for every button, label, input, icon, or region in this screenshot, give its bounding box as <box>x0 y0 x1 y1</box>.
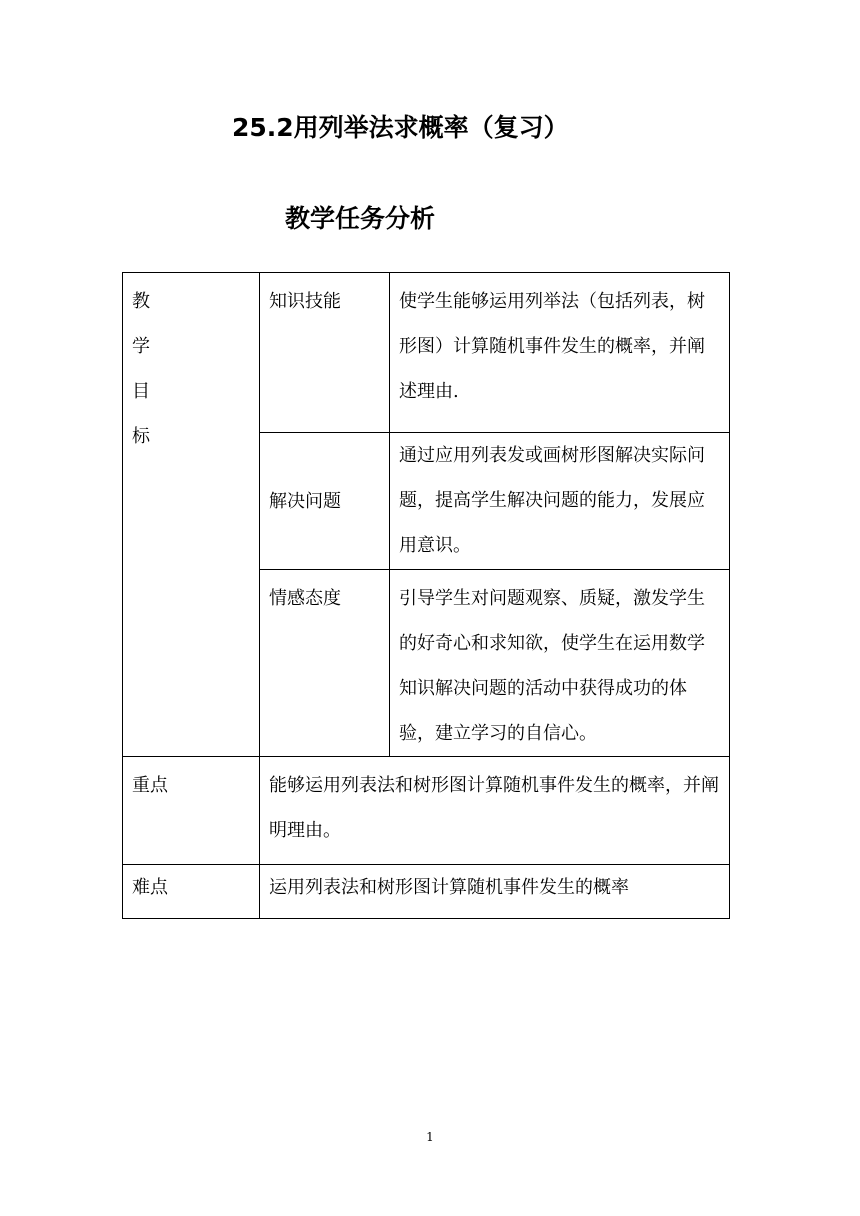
objectives-label-char: 学 <box>132 336 150 357</box>
hard-content-cell <box>260 865 730 919</box>
key-label-cell <box>123 757 260 865</box>
knowledge-label: 知识技能 <box>269 291 341 312</box>
key-content-cell <box>260 757 730 865</box>
teaching-task-table <box>122 272 730 919</box>
objectives-header-cell <box>123 273 260 757</box>
page-title: 25.2用列举法求概率（复习） <box>232 113 569 142</box>
table-row-key-points <box>123 757 730 865</box>
table-row-knowledge-skills <box>123 273 730 433</box>
solve-content-cell <box>390 433 730 570</box>
solve-label-cell <box>260 433 390 570</box>
emotion-label-cell <box>260 570 390 757</box>
solve-content: 通过应用列表发或画树形图解决实际问题，提高学生解决问题的能力，发展应用意识。 <box>399 445 705 556</box>
hard-label-cell <box>123 865 260 919</box>
emotion-content-cell <box>390 570 730 757</box>
emotion-label: 情感态度 <box>269 588 341 609</box>
page-number: 1 <box>426 1130 434 1144</box>
emotion-content: 引导学生对问题观察、质疑，激发学生的好奇心和求知欲，使学生在运用数学知识解决问题的活动中获得成功的体验，建立学习的自信心。 <box>399 588 705 744</box>
objectives-label-char: 目 <box>132 381 150 402</box>
hard-content: 运用列表法和树形图计算随机事件发生的概率 <box>269 877 629 898</box>
solve-label: 解决问题 <box>269 490 341 512</box>
key-label: 重点 <box>132 775 168 796</box>
key-content: 能够运用列表法和树形图计算随机事件发生的概率，并阐明理由。 <box>269 775 719 841</box>
knowledge-label-cell <box>260 273 390 433</box>
table-row-difficulties <box>123 865 730 919</box>
hard-label: 难点 <box>132 877 168 898</box>
objectives-label <box>123 273 259 459</box>
objectives-label-char: 教 <box>132 291 150 312</box>
section-title: 教学任务分析 <box>285 204 436 233</box>
knowledge-content: 使学生能够运用列举法（包括列表，树形图）计算随机事件发生的概率，并阐述理由. <box>399 291 705 402</box>
objectives-label-char: 标 <box>132 426 150 447</box>
knowledge-content-cell <box>390 273 730 433</box>
